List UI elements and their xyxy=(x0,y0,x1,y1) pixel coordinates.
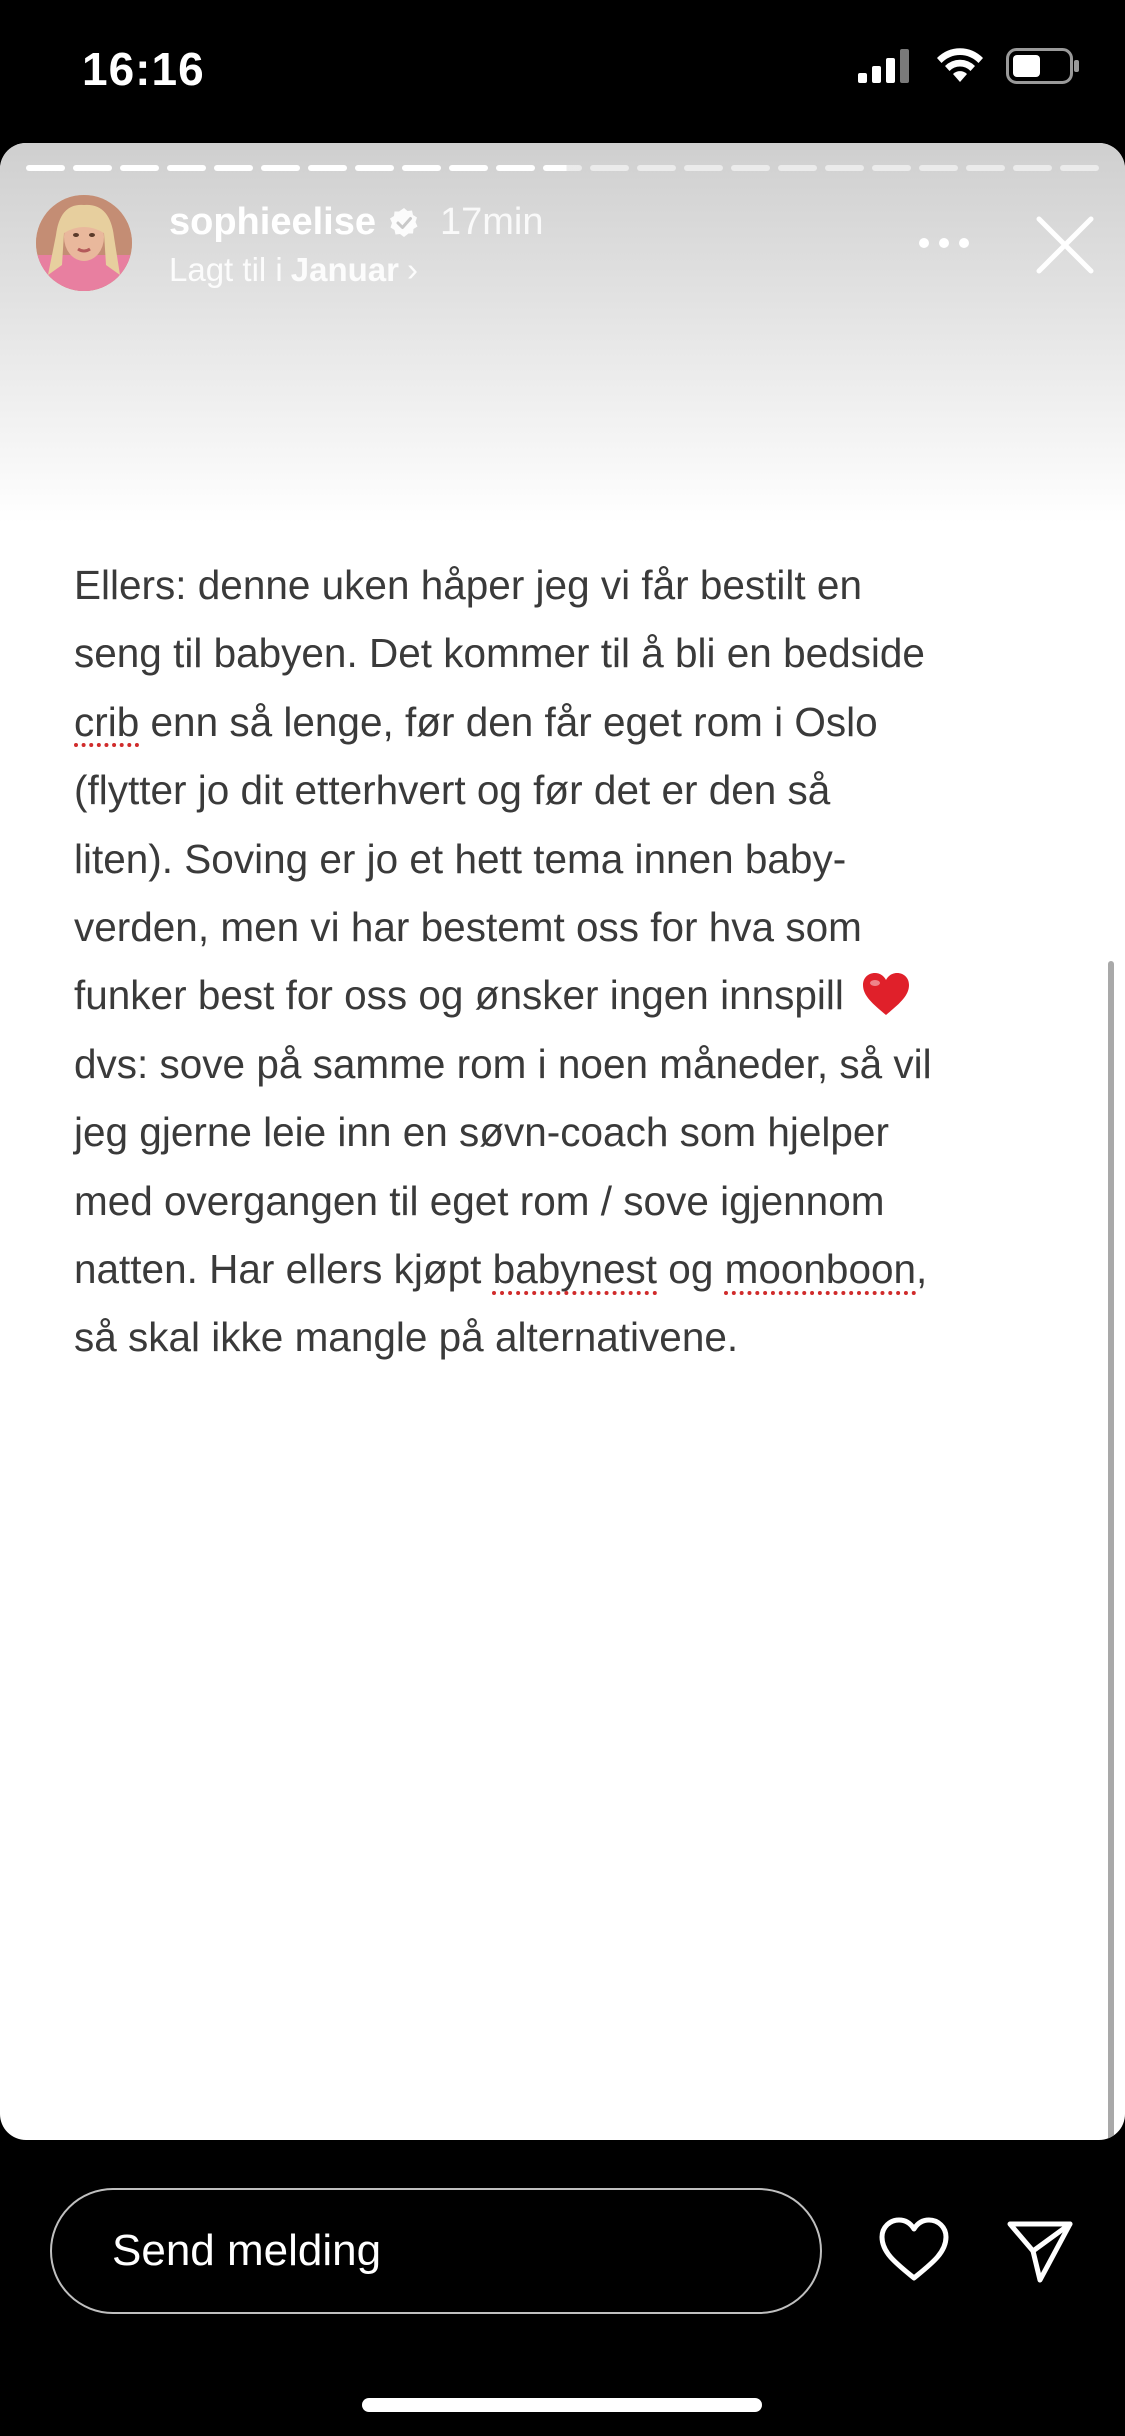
send-icon[interactable] xyxy=(1006,2218,1074,2284)
text-fragment: (flytter jo dit etterhvert og før det er den så xyxy=(74,767,831,814)
text-fragment: liten). Soving er jo et hett tema innen baby- xyxy=(74,835,847,882)
heart-icon[interactable] xyxy=(877,2216,951,2284)
progress-segment xyxy=(167,165,206,171)
red-heart-emoji-icon xyxy=(861,971,911,1017)
highlight-name: Januar xyxy=(290,251,399,288)
progress-segment xyxy=(1060,165,1099,171)
more-icon[interactable] xyxy=(918,235,970,251)
progress-segment xyxy=(966,165,1005,171)
story-text-line xyxy=(74,551,1074,619)
text-fragment: seng til babyen. Det kommer til å bli en bedside xyxy=(74,630,925,677)
story-text-line xyxy=(74,1167,1074,1235)
text-fragment: verden, men vi har bestemt oss for hva som xyxy=(74,904,862,951)
story-text xyxy=(74,551,1074,1372)
story-header-gradient xyxy=(0,143,1125,523)
send-message-input[interactable] xyxy=(50,2188,822,2314)
status-time: 16:16 xyxy=(82,43,205,95)
verified-badge-icon xyxy=(388,207,420,239)
text-fragment: natten. Har ellers kjøpt xyxy=(74,1246,493,1293)
progress-segment xyxy=(684,165,723,171)
progress-segment xyxy=(1013,165,1052,171)
progress-segment xyxy=(825,165,864,171)
misspelled-word: crib xyxy=(74,698,140,745)
story-progress-bar xyxy=(26,165,1099,171)
text-fragment: funker best for oss og ønsker ingen innspill xyxy=(74,972,856,1019)
progress-segment xyxy=(872,165,911,171)
story-text-line xyxy=(74,1098,1074,1166)
avatar-image xyxy=(36,195,132,291)
story-view[interactable] xyxy=(0,143,1125,2140)
progress-segment xyxy=(637,165,676,171)
progress-segment xyxy=(26,165,65,171)
progress-segment xyxy=(731,165,770,171)
progress-segment xyxy=(120,165,159,171)
avatar[interactable] xyxy=(36,195,132,291)
progress-segment xyxy=(214,165,253,171)
text-fragment: enn så lenge, før den får eget rom i Oslo xyxy=(139,698,878,745)
username[interactable]: sophieelise xyxy=(169,201,376,243)
text-fragment: Ellers: denne uken håper jeg vi får bestilt en xyxy=(74,562,862,608)
story-user-line xyxy=(169,201,543,244)
chevron-right-icon: › xyxy=(406,251,418,288)
story-text-line xyxy=(74,961,1074,1029)
scrollbar xyxy=(1108,961,1114,2140)
signal-icon xyxy=(858,49,914,83)
story-text-line xyxy=(74,1303,1074,1371)
progress-segment xyxy=(496,165,535,171)
story-text-line xyxy=(74,893,1074,961)
story-text-line xyxy=(74,1030,1074,1098)
progress-segment xyxy=(355,165,394,171)
story-text-line xyxy=(74,756,1074,824)
progress-segment xyxy=(308,165,347,171)
text-fragment: så skal ikke mangle på alternativene. xyxy=(74,1314,739,1361)
progress-segment xyxy=(449,165,488,171)
text-fragment: dvs: sove på samme rom i noen måneder, så vil xyxy=(74,1040,932,1087)
progress-segment xyxy=(543,165,582,171)
added-to-label: Lagt til i xyxy=(169,251,283,288)
story-text-line xyxy=(74,688,1074,756)
progress-segment xyxy=(778,165,817,171)
battery-icon xyxy=(1006,48,1080,84)
text-fragment: , xyxy=(916,1246,928,1293)
progress-segment xyxy=(402,165,441,171)
text-fragment: og xyxy=(657,1246,725,1293)
story-text-line xyxy=(74,825,1074,893)
status-icons xyxy=(858,48,1080,84)
wifi-icon xyxy=(936,48,984,84)
progress-segment xyxy=(919,165,958,171)
close-icon[interactable] xyxy=(1035,215,1095,275)
misspelled-word: babynest xyxy=(492,1246,658,1293)
highlight-link[interactable] xyxy=(169,251,418,289)
text-fragment: jeg gjerne leie inn en søvn-coach som hjelper xyxy=(74,1109,889,1156)
misspelled-word: moonboon xyxy=(724,1246,917,1293)
post-time: 17min xyxy=(439,201,544,243)
progress-segment xyxy=(261,165,300,171)
home-indicator[interactable] xyxy=(362,2398,762,2412)
status-bar xyxy=(0,0,1125,140)
progress-segment xyxy=(590,165,629,171)
progress-segment xyxy=(73,165,112,171)
story-text-line xyxy=(74,1235,1074,1303)
text-fragment: med overgangen til eget rom / sove igjennom xyxy=(74,1177,885,1224)
story-text-line xyxy=(74,619,1074,687)
